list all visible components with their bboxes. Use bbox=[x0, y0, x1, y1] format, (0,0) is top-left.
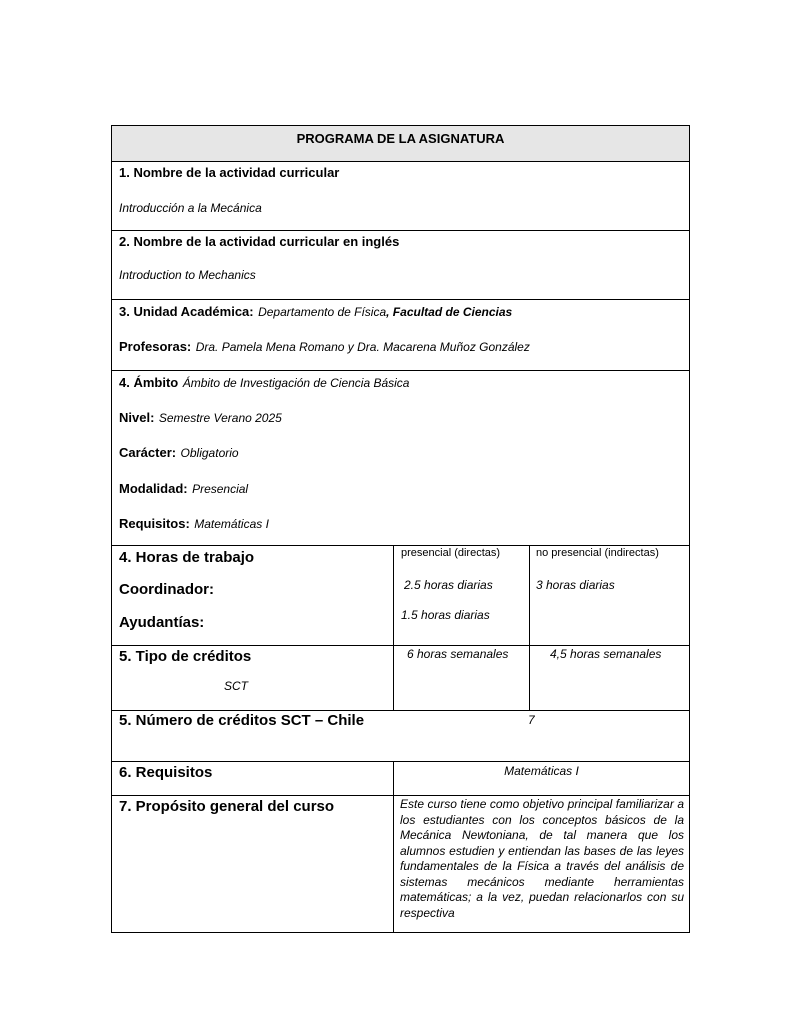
credit-type-non-presential-cell bbox=[529, 646, 689, 710]
credit-number-label: 5. Número de créditos SCT – Chile bbox=[119, 712, 365, 729]
section-credit-type bbox=[112, 646, 689, 711]
character-line bbox=[119, 444, 239, 462]
academic-unit-faculty: , Facultad de Ciencias bbox=[386, 305, 513, 319]
section-scope bbox=[112, 371, 689, 546]
modality-value: Presencial bbox=[192, 482, 249, 496]
coordinator-presential: 2.5 horas diarias bbox=[404, 578, 493, 592]
requirements-value-cell bbox=[393, 762, 689, 795]
program-table bbox=[111, 125, 690, 933]
requirements-value: Matemáticas I bbox=[194, 517, 269, 531]
activity-name-label: 1. Nombre de la actividad curricular bbox=[119, 165, 340, 180]
purpose-value-cell bbox=[393, 796, 689, 932]
credit-type-label-cell bbox=[112, 646, 393, 710]
character-value: Obligatorio bbox=[180, 446, 239, 460]
assistantships-presential: 1.5 horas diarias bbox=[401, 608, 490, 622]
section-activity-name-english bbox=[112, 231, 689, 300]
level-value: Semestre Verano 2025 bbox=[158, 411, 282, 425]
credit-type-non-presential: 4,5 horas semanales bbox=[550, 647, 662, 661]
level-label: Nivel: bbox=[119, 410, 155, 425]
credit-type-presential: 6 horas semanales bbox=[407, 647, 509, 661]
scope-line bbox=[119, 374, 409, 392]
section-activity-name bbox=[112, 162, 689, 231]
requirements-table-label: 6. Requisitos bbox=[119, 764, 213, 781]
requirements-table-value: Matemáticas I bbox=[504, 764, 579, 778]
character-label: Carácter: bbox=[119, 445, 177, 460]
section-requirements bbox=[112, 762, 689, 796]
purpose-label: 7. Propósito general del curso bbox=[119, 798, 335, 815]
academic-unit-line bbox=[119, 303, 512, 321]
presential-header: presencial (directas) bbox=[401, 547, 501, 559]
requirements-line bbox=[119, 515, 269, 533]
table-title bbox=[112, 126, 689, 162]
purpose-value: Este curso tiene como objetivo principal familiarizar a los estudiantes con los conceptos básicos de la Mecánica Newtoniana, de tal manera que los alumnos estudien y entiendan las bases de las leyes fundamentales de la Física a través del análisis de sistemas mecánicos mediante herramientas matemáticas; a la vez, puedan relacionarlos con su respectiva bbox=[400, 797, 684, 920]
work-hours-label: 4. Horas de trabajo bbox=[119, 549, 255, 566]
non-presential-header: no presencial (indirectas) bbox=[536, 547, 659, 559]
coordinator-non-presential: 3 horas diarias bbox=[536, 578, 615, 592]
activity-name-english-label: 2. Nombre de la actividad curricular en inglés bbox=[119, 234, 400, 249]
scope-label: 4. Ámbito bbox=[119, 375, 179, 390]
scope-value: Ámbito de Investigación de Ciencia Básica bbox=[182, 376, 410, 390]
activity-name-english-value: Introduction to Mechanics bbox=[119, 268, 256, 282]
assistantships-label: Ayudantías: bbox=[119, 614, 205, 631]
professors-label: Profesoras: bbox=[119, 339, 192, 354]
requirements-label-cell bbox=[112, 762, 393, 795]
credit-type-presential-cell bbox=[393, 646, 529, 710]
non-presential-cell bbox=[529, 546, 689, 645]
academic-unit-label: 3. Unidad Académica: bbox=[119, 304, 254, 319]
work-hours-label-cell bbox=[112, 546, 393, 645]
professors-line bbox=[119, 338, 530, 356]
credit-number-value: 7 bbox=[528, 713, 535, 727]
section-credit-number bbox=[112, 711, 689, 762]
modality-label: Modalidad: bbox=[119, 481, 188, 496]
section-purpose bbox=[112, 796, 689, 932]
table-title-text: PROGRAMA DE LA ASIGNATURA bbox=[296, 131, 505, 146]
coordinator-label: Coordinador: bbox=[119, 581, 214, 598]
section-work-hours bbox=[112, 546, 689, 646]
level-line bbox=[119, 409, 282, 427]
section-academic-unit bbox=[112, 300, 689, 371]
credit-type-label: 5. Tipo de créditos bbox=[119, 648, 252, 665]
credit-type-sub: SCT bbox=[224, 679, 248, 693]
professors-value: Dra. Pamela Mena Romano y Dra. Macarena Muñoz González bbox=[195, 340, 530, 354]
purpose-label-cell bbox=[112, 796, 393, 932]
activity-name-value: Introducción a la Mecánica bbox=[119, 201, 262, 215]
presential-cell bbox=[393, 546, 529, 645]
modality-line bbox=[119, 480, 248, 498]
academic-unit-value: Departamento de Física bbox=[258, 305, 387, 319]
requirements-label: Requisitos: bbox=[119, 516, 190, 531]
